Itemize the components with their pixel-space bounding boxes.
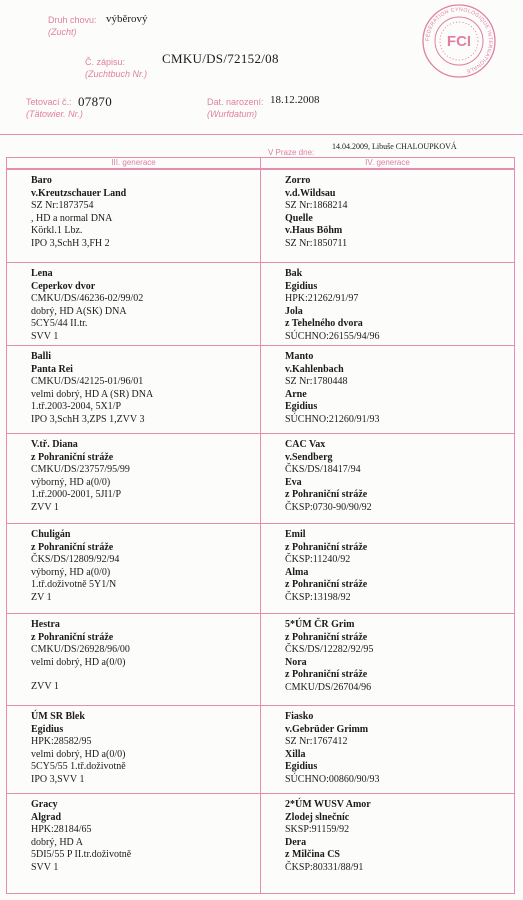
pedigree-line: Eva (285, 476, 302, 488)
pedigree-line: z Tehelného dvora (285, 318, 363, 330)
pedigree-line: Panta Rei (31, 363, 73, 375)
pedigree-row (6, 613, 515, 706)
generation-iii-cell (6, 169, 261, 263)
generation-iii-cell (6, 613, 261, 706)
pedigree-line: Alma (285, 566, 309, 578)
pedigree-line: Bak (285, 268, 303, 279)
pedigree-line: v.d.Wildsau (285, 187, 336, 199)
pedigree-line: Egidius (285, 280, 318, 292)
pedigree-line: z Pohraniční stráže (285, 579, 368, 591)
pedigree-line: z Milčina CS (285, 849, 340, 861)
pedigree-line: 2*ÚM WUSV Amor (285, 799, 371, 810)
pedigree-line: v.Haus Böhm (285, 225, 343, 237)
pedigree-line: Baro (31, 175, 52, 186)
pedigree-line: Ceperkov dvor (31, 280, 96, 292)
pedigree-line: CMKU/DS/26704/96 (285, 681, 372, 693)
fci-logo (420, 2, 498, 80)
pedigree-line: SÚCHNO:00860/90/93 (285, 773, 380, 785)
pedigree-line: 1.tř.doživotně 5Y1/N (31, 579, 117, 591)
pedigree-line: 5CY5/55 1.tř.doživotně (31, 761, 126, 773)
pedigree-line: SKSP:91159/92 (285, 824, 350, 836)
generation-iv-cell (260, 345, 515, 434)
pedigree-line: SZ Nr:1780448 (285, 376, 348, 388)
pedigree-line: v.Kreutzschauer Land (31, 187, 127, 199)
pedigree-line: z Pohraniční stráže (285, 631, 368, 643)
pedigree-line: ČKSP:80331/88/91 (285, 861, 364, 873)
pedigree-line: ČKSP:11240/92 (285, 554, 351, 566)
pedigree-line: IPO 3,SchH 3,ZPS 1,ZVV 3 (31, 413, 145, 425)
generation-iii-cell (6, 345, 261, 434)
pedigree-line: 1.tř.2000-2001, 5JI1/P (31, 489, 121, 501)
pedigree-line: Arne (285, 388, 307, 400)
pedigree-row (6, 169, 515, 263)
cislo-zapisu-label: Č. zápisu: (Zuchtbuch Nr.) (85, 57, 148, 79)
generation-iii-cell (6, 262, 261, 346)
pedigree-line: Gracy (31, 799, 58, 810)
generation-iii-cell (6, 793, 261, 894)
pedigree-line: SVV 1 (31, 861, 59, 873)
pedigree-line: IPO 3,SchH 3,FH 2 (31, 237, 110, 249)
pedigree-line: dobrý, HD A(SK) DNA (31, 305, 127, 317)
pedigree-line: ÚM SR Blek (31, 711, 85, 722)
pedigree-line: dobrý, HD A (31, 836, 83, 848)
pedigree-line: Manto (285, 351, 314, 362)
pedigree-line: výborný, HD a(0/0) (31, 566, 111, 578)
pedigree-row (6, 262, 515, 346)
generation-iv-cell (260, 613, 515, 706)
pedigree-line: SÚCHNO:21260/91/93 (285, 413, 380, 425)
generation-iv-header: IV. generace (260, 157, 515, 169)
pedigree-row (6, 793, 515, 894)
datum-narozeni-label: Dat. narození: (Wurfdatum) (207, 97, 264, 119)
pedigree-line: Balli (31, 351, 52, 362)
pedigree-line: Emil (285, 529, 306, 540)
pedigree-line: SZ Nr:1868214 (285, 200, 348, 212)
generation-iii-cell (6, 523, 261, 614)
pedigree-line: v.Kahlenbach (285, 363, 344, 375)
pedigree-line: v.Gebrüder Grimm (285, 723, 369, 735)
fci-logo-text: FCI (446, 33, 472, 50)
pedigree-line: V.tř. Diana (31, 439, 78, 450)
pedigree-line: z Pohraniční stráže (285, 669, 368, 681)
fci-logo-ring-text: FÉDÉRATION CYNOLOGIQUE INTERNATIONALE (424, 6, 494, 75)
pedigree-line: SÚCHNO:26155/94/96 (285, 330, 380, 342)
pedigree-line: Algrad (31, 811, 61, 823)
generation-iii-cell (6, 705, 261, 794)
generation-iii-header: III. generace (6, 157, 261, 169)
generation-iv-cell (260, 433, 515, 524)
generation-iii-cell (6, 433, 261, 524)
pedigree-line: ČKSP:13198/92 (285, 591, 351, 603)
pedigree-line: ČKS/DS/12282/92/95 (285, 644, 374, 656)
pedigree-line: SZ Nr:1767412 (285, 736, 348, 748)
pedigree-line: v.Sendberg (285, 451, 333, 463)
pedigree-line: Chuligán (31, 529, 71, 540)
pedigree-row (6, 523, 515, 614)
pedigree-row (6, 345, 515, 434)
druh-chovu-label: Druh chovu: (Zucht) (48, 15, 97, 37)
tetovaci-cislo-value: 07870 (78, 94, 112, 109)
pedigree-line: Egidius (31, 723, 64, 735)
pedigree-line: CMKU/DS/23757/95/99 (31, 464, 130, 476)
pedigree-line: SZ Nr:1850711 (285, 237, 348, 249)
pedigree-line: 5CY5/44 II.tr. (31, 318, 88, 330)
pedigree-line: SVV 1 (31, 330, 59, 342)
pedigree-line: HPK:21262/91/97 (285, 293, 359, 305)
pedigree-line: CAC Vax (285, 439, 326, 450)
pedigree-line: Dera (285, 836, 307, 848)
v-praze-dne-label: V Praze dne: (268, 148, 315, 157)
pedigree-line: ZV 1 (31, 591, 52, 603)
pedigree-line: velmi dobrý, HD a(0/0) (31, 656, 126, 668)
pedigree-line: Lena (31, 268, 53, 279)
druh-chovu-value: výběrový (106, 13, 148, 25)
pedigree-row (6, 433, 515, 524)
pedigree-line: Quelle (285, 212, 313, 224)
pedigree-line: Zlodej slnečníc (285, 811, 350, 823)
pedigree-line: CMKU/DS/42125-01/96/01 (31, 376, 144, 388)
pedigree-line: ČKS/DS/12809/92/94 (31, 554, 120, 566)
pedigree-line: Fiasko (285, 711, 314, 722)
pedigree-line (31, 669, 260, 681)
pedigree-line: CMKU/DS/26928/96/00 (31, 644, 130, 656)
v-praze-dne-value: 14.04.2009, Libuše CHALOUPKOVÁ (332, 142, 457, 151)
pedigree-line: ČKS/DS/18417/94 (285, 464, 361, 476)
pedigree-line: 1.tř.2003-2004, 5X1/P (31, 401, 121, 413)
pedigree-line: IPO 3,SVV 1 (31, 773, 85, 785)
pedigree-line: z Pohraniční stráže (285, 541, 368, 553)
header-divider (0, 134, 523, 135)
generation-iv-cell (260, 705, 515, 794)
pedigree-line: z Pohraniční stráže (31, 631, 114, 643)
pedigree-line: ZVV 1 (31, 501, 59, 513)
pedigree-line: 5DI5/55 P II.tr.doživotně (31, 849, 132, 861)
pedigree-line: Egidius (285, 401, 318, 413)
pedigree-line: Nora (285, 656, 307, 668)
pedigree-line: HPK:28184/65 (31, 824, 92, 836)
datum-narozeni-value: 18.12.2008 (270, 94, 320, 106)
generation-header-row (6, 157, 515, 169)
pedigree-line: velmi dobrý, HD A (SR) DNA (31, 388, 154, 400)
pedigree-line: CMKU/DS/46236-02/99/02 (31, 293, 144, 305)
pedigree-line: 5*ÚM ČR Grim (285, 619, 355, 630)
pedigree-line: Zorro (285, 175, 311, 186)
tetovaci-cislo-label: Tetovací č.: (Tätowier. Nr.) (26, 97, 83, 119)
pedigree-line: Körkl.1 Lbz. (31, 225, 83, 237)
pedigree-line: ZVV 1 (31, 681, 59, 693)
pedigree-line: z Pohraniční stráže (31, 451, 114, 463)
generation-iv-cell (260, 793, 515, 894)
pedigree-line: SZ Nr:1873754 (31, 200, 94, 212)
pedigree-line: ČKSP:0730-90/90/92 (285, 501, 372, 513)
generation-iv-cell (260, 169, 515, 263)
pedigree-line: z Pohraniční stráže (285, 489, 368, 501)
pedigree-line: HPK:28582/95 (31, 736, 92, 748)
generation-iv-cell (260, 523, 515, 614)
pedigree-line: , HD a normal DNA (31, 212, 113, 224)
pedigree-line: Egidius (285, 761, 318, 773)
pedigree-line: velmi dobrý, HD a(0/0) (31, 748, 126, 760)
pedigree-line: výborný, HD a(0/0) (31, 476, 111, 488)
pedigree-line: Xilla (285, 748, 306, 760)
pedigree-line: Hestra (31, 619, 60, 630)
generation-iv-cell (260, 262, 515, 346)
pedigree-row (6, 705, 515, 794)
pedigree-line: z Pohraniční stráže (31, 541, 114, 553)
cislo-zapisu-value: CMKU/DS/72152/08 (162, 51, 279, 66)
pedigree-line: Jola (285, 305, 303, 317)
